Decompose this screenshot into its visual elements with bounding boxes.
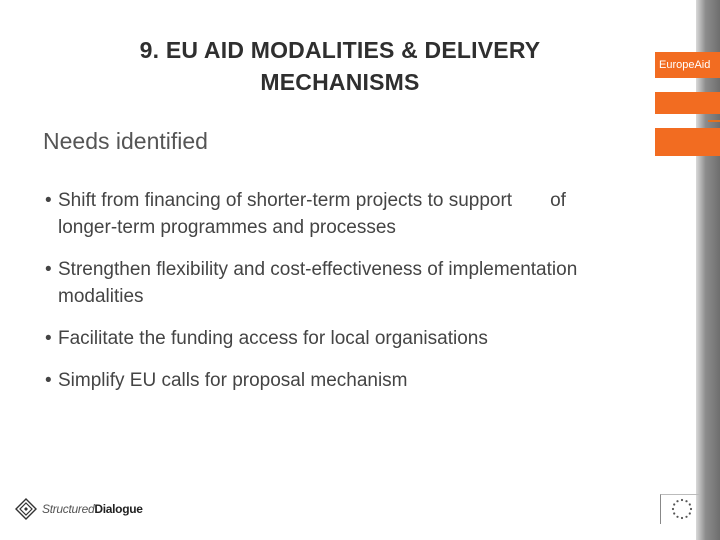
bullet-text: Shift from financing of shorter-term projects to support [58, 190, 513, 211]
decorative-side-bar [696, 0, 720, 540]
bullet-item [45, 325, 665, 352]
title-line-1: 9. EU AID MODALITIES & DELIVERY [139, 37, 541, 63]
logo-text-prefix: Structured [42, 502, 95, 516]
bullet-item [45, 187, 665, 241]
europeaid-brand-label: EuropeAid [655, 52, 720, 78]
bullet-continuation: longer-term programmes and processes [58, 217, 396, 238]
bullet-text: Simplify EU calls for proposal mechanism [58, 370, 408, 391]
structured-dialogue-icon [14, 497, 38, 521]
title-line-2: MECHANISMS [260, 69, 420, 95]
bullet-text: Facilitate the funding access for local organisations [58, 328, 488, 349]
bullet-item [45, 367, 665, 394]
bullet-continuation: modalities [58, 286, 144, 307]
orange-accent-block [655, 92, 720, 114]
bullet-item [45, 256, 665, 310]
slide-title [70, 34, 610, 98]
bullet-text-tail: of [550, 190, 566, 211]
structured-dialogue-logo [14, 493, 143, 525]
side-bar-accent [708, 120, 720, 122]
logo-text-suffix: Dialogue [94, 502, 143, 516]
orange-accent-block [655, 128, 720, 156]
eu-flag-icon [660, 494, 700, 524]
bullet-text: Strengthen flexibility and cost-effectiveness of implementation [58, 259, 578, 280]
section-subtitle: Needs identified [43, 128, 208, 154]
bullet-list [45, 187, 665, 409]
